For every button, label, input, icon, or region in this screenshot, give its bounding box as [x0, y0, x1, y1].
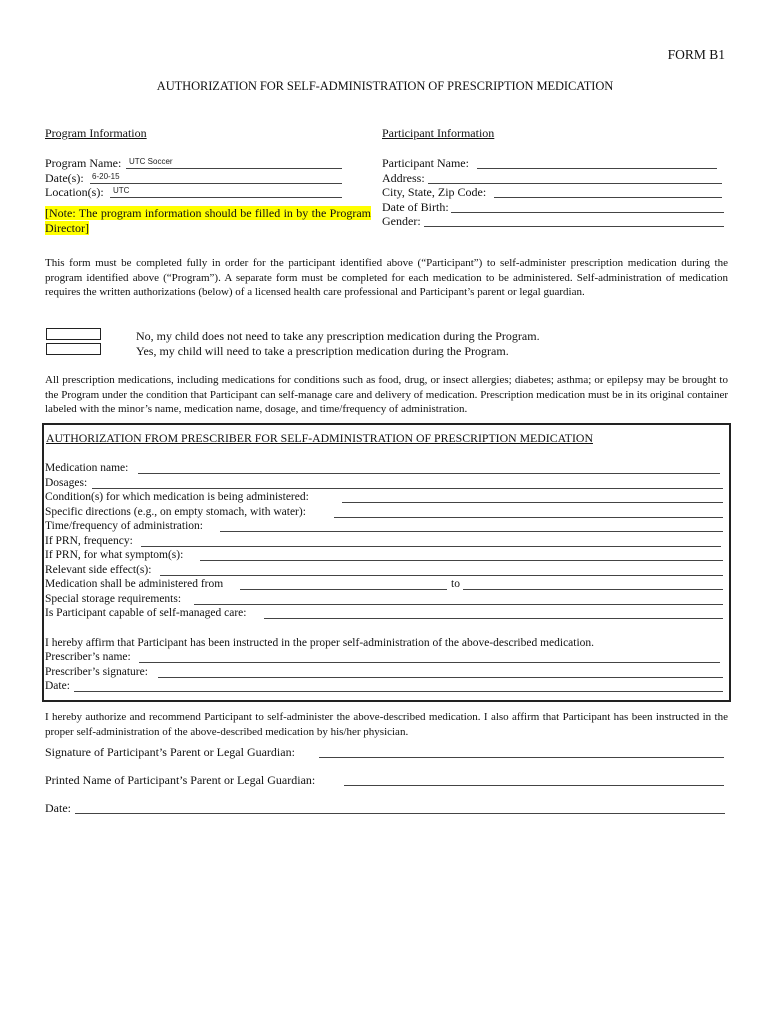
- guardian-signature-field[interactable]: [319, 757, 724, 758]
- self-managed-care-label: Is Participant capable of self-managed care:: [45, 607, 247, 619]
- storage-field[interactable]: [194, 604, 723, 605]
- medication-name-label: Medication name:: [45, 462, 129, 474]
- participant-address-field[interactable]: [428, 183, 722, 184]
- intro-paragraph: This form must be completed fully in order for the participant identified above (“Participant”) to self-administer prescription medication during the program identified above (“Program”). A separate form must be completed for each medication to be administered. Self-administration of medication requires the written authorizations (below) of a licensed health care professional and Participant’s parent or legal guardian.: [45, 257, 728, 298]
- program-director-note: [Note: The program information should be filled in by the Program Director]: [45, 206, 371, 235]
- no-medication-checkbox[interactable]: [46, 328, 101, 340]
- side-effects-field[interactable]: [160, 575, 723, 576]
- self-managed-care-field[interactable]: [264, 618, 723, 619]
- form-label: FORM B1: [667, 47, 725, 62]
- no-medication-option: No, my child does not need to take any prescription medication during the Program.: [136, 329, 540, 343]
- participant-dob-label: Date of Birth:: [382, 200, 449, 214]
- participant-gender-field[interactable]: [424, 226, 724, 227]
- participant-address-label: Address:: [382, 171, 425, 185]
- prescriber-name-field[interactable]: [139, 662, 720, 663]
- prn-frequency-label: If PRN, frequency:: [45, 535, 133, 547]
- yes-medication-checkbox[interactable]: [46, 343, 101, 355]
- participant-city-label: City, State, Zip Code:: [382, 185, 487, 199]
- guardian-date-label: Date:: [45, 801, 71, 815]
- participant-info-heading: Participant Information: [382, 126, 495, 140]
- condition-label: Condition(s) for which medication is being administered:: [45, 491, 309, 503]
- program-name-field[interactable]: [126, 168, 342, 169]
- prescriber-affirm-text: I hereby affirm that Participant has been instructed in the proper self-administration of the above-described medication.: [45, 637, 595, 649]
- directions-label: Specific directions (e.g., on empty stomach, with water):: [45, 506, 306, 518]
- prn-symptom-label: If PRN, for what symptom(s):: [45, 549, 184, 561]
- participant-gender-label: Gender:: [382, 214, 421, 228]
- prescriber-heading: AUTHORIZATION FROM PRESCRIBER FOR SELF-ADMINISTRATION OF PRESCRIPTION MEDICATION: [46, 431, 593, 445]
- program-dates-value: 6-20-15: [92, 172, 120, 181]
- program-location-label: Location(s):: [45, 185, 104, 199]
- dosages-field[interactable]: [92, 488, 723, 489]
- medications-paragraph: All prescription medications, including medications for conditions such as food, drug, or insect allergies; diabetes; asthma; or epilepsy may be brought to the Program under the condition that Participant can self-manage care and delivery of medication. Prescription medication must be in its original container labeled with the minor’s name, medication name, dosage, and time/frequency of administration.: [45, 374, 728, 415]
- side-effects-label: Relevant side effect(s):: [45, 564, 152, 576]
- administered-from-label: Medication shall be administered from: [45, 578, 224, 590]
- time-frequency-label: Time/frequency of administration:: [45, 520, 203, 532]
- program-location-value: UTC: [113, 186, 130, 195]
- prescriber-signature-label: Prescriber’s signature:: [45, 666, 148, 678]
- prescriber-date-field[interactable]: [74, 691, 723, 692]
- guardian-printed-name-field[interactable]: [344, 785, 724, 786]
- administered-to-label: to: [451, 578, 460, 590]
- yes-medication-option: Yes, my child will need to take a prescription medication during the Program.: [136, 344, 509, 358]
- participant-city-field[interactable]: [494, 197, 722, 198]
- time-frequency-field[interactable]: [220, 531, 723, 532]
- administered-to-field[interactable]: [463, 589, 723, 590]
- program-name-value: UTC Soccer: [129, 157, 173, 166]
- medication-name-field[interactable]: [138, 473, 720, 474]
- guardian-authorize-paragraph: I hereby authorize and recommend Participant to self-administer the above-described medication. I also affirm that Participant has been instructed in the proper self-administration of the above-described medication by his/her physician.: [45, 711, 728, 738]
- guardian-printed-name-label: Printed Name of Participant’s Parent or Legal Guardian:: [45, 773, 316, 787]
- page-title: AUTHORIZATION FOR SELF-ADMINISTRATION OF PRESCRIPTION MEDICATION: [156, 79, 614, 93]
- participant-name-field[interactable]: [477, 168, 717, 169]
- storage-label: Special storage requirements:: [45, 593, 182, 605]
- program-name-label: Program Name:: [45, 156, 122, 170]
- prescriber-date-label: Date:: [45, 680, 70, 692]
- participant-dob-field[interactable]: [451, 212, 724, 213]
- program-info-heading: Program Information: [45, 126, 147, 140]
- condition-field[interactable]: [342, 502, 723, 503]
- participant-name-label: Participant Name:: [382, 156, 469, 170]
- program-dates-field[interactable]: [90, 183, 342, 184]
- administered-from-field[interactable]: [240, 589, 447, 590]
- guardian-signature-label: Signature of Participant’s Parent or Legal Guardian:: [45, 745, 295, 759]
- program-dates-label: Date(s):: [45, 171, 84, 185]
- prn-symptom-field[interactable]: [200, 560, 723, 561]
- guardian-date-field[interactable]: [75, 813, 725, 814]
- dosages-label: Dosages:: [45, 477, 88, 489]
- program-location-field[interactable]: [110, 197, 342, 198]
- prescriber-name-label: Prescriber’s name:: [45, 651, 131, 663]
- prescriber-signature-field[interactable]: [158, 677, 723, 678]
- directions-field[interactable]: [334, 517, 723, 518]
- prn-frequency-field[interactable]: [141, 546, 721, 547]
